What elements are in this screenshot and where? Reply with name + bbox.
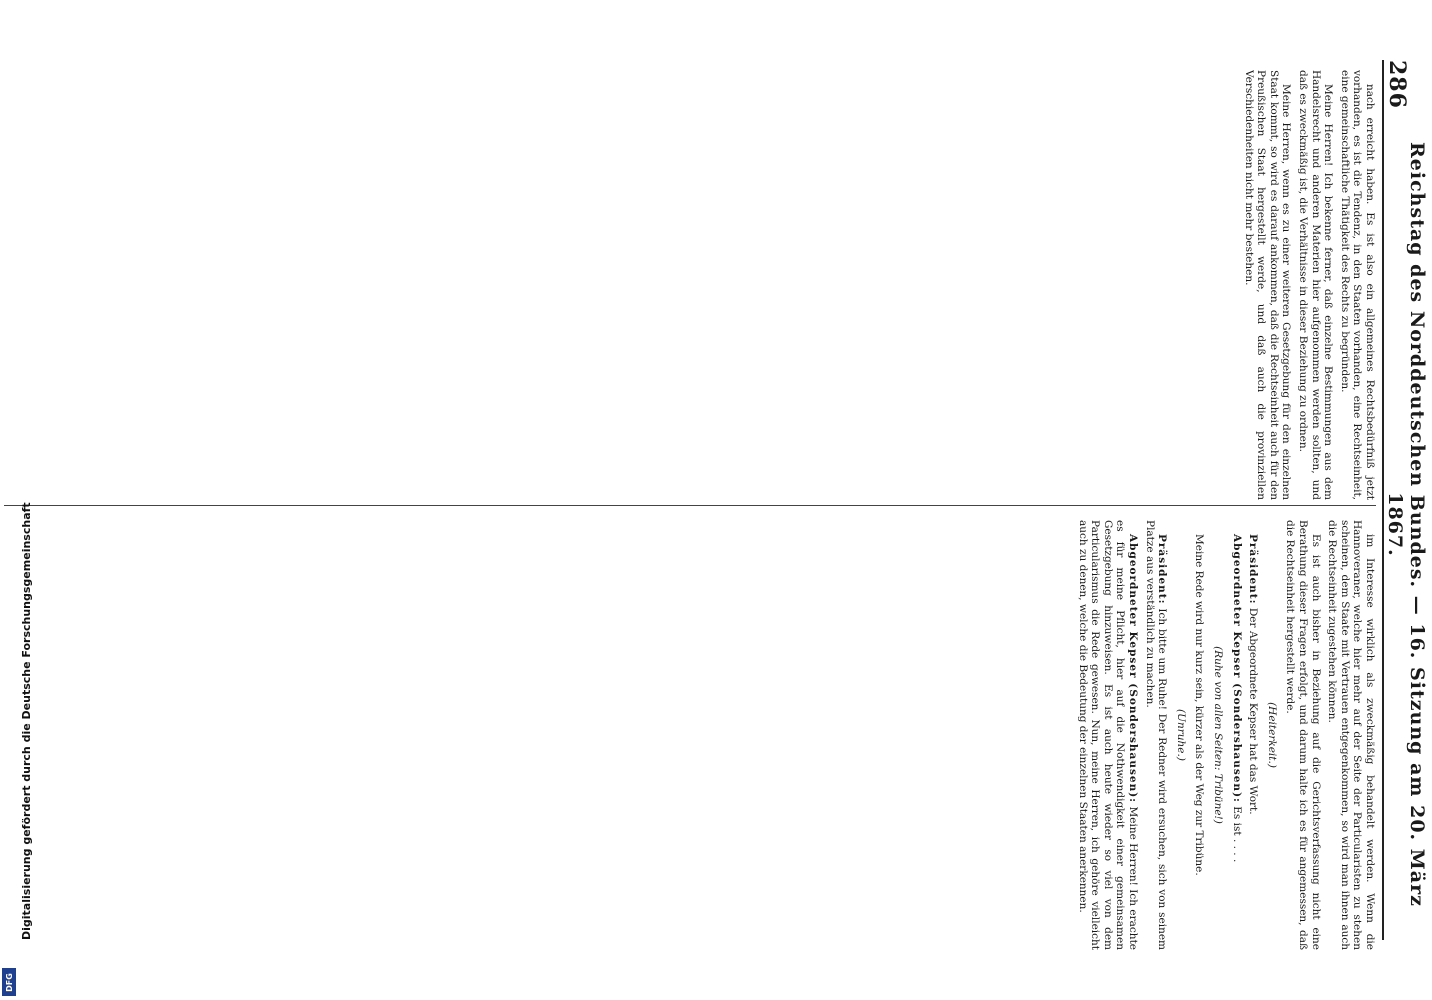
left-paragraph: nach erreicht haben. Es ist also ein allgemeines Rechtsbedürfniß jetzt vorhanden, es ist die Tendenz, in den Staaten vorhanden, eine Rechtseinheit, eine gemeinschaftliche Thätigkeit des Rechts zu begründen. bbox=[1338, 70, 1376, 500]
page-header bbox=[1382, 60, 1428, 940]
left-paragraph: Meine Herren, wenn es zu einer weiteren Gesetzgebung für den einzelnen Staat kommt, so wird es darauf ankommen, daß die Rechtseinheit auch für den Preußischen Staat hergestellt werde, und daß auch die provinziellen Verschiedenheiten nicht mehr bestehen. bbox=[1242, 70, 1293, 500]
speaker-name: Abgeordneter Kepser (Sondershausen): bbox=[1230, 534, 1243, 803]
stage-direction: (Unruhe.) bbox=[1174, 709, 1187, 761]
left-column bbox=[4, 70, 1376, 500]
statement-text: Meine Herren! Ich erachte es für meine Pflicht, hier auf die Nothwendigkeit einer gemeinsamen Gesetzgebung hinzuweisen. Es ist auch heute wieder so viel von dem Particularismus die Rede gewesen. Nun, meine Herren, ich gehöre vielleicht auch zu denen, welche die Bedeutung der einzelnen Staaten anerkennen. bbox=[1076, 520, 1140, 950]
speaker-name: Präsident: bbox=[1156, 534, 1169, 605]
right-paragraph: Es ist auch bisher in Beziehung auf die Gerichtsverfassung nicht eine Berathung dieser Fragen erfolgt, und darum halte ich es für angemessen, daß die Rechtseinheit hergestellt werde. bbox=[1284, 520, 1322, 950]
member-statement bbox=[1076, 520, 1139, 950]
column-divider bbox=[4, 505, 1376, 506]
speaker-name: Präsident: bbox=[1247, 534, 1260, 605]
stage-direction: (Heiterkeit.) bbox=[1265, 702, 1278, 768]
left-paragraph: Meine Herren! Ich bekenne ferner, daß einzelne Bestimmungen aus dem Handelsrecht und anderen Materien hier aufgenommen werden sollten, und daß es zweckmäßig ist, die Verhältnisse in dieser Beziehung zu ordnen. bbox=[1297, 70, 1335, 500]
statement-text: Es ist . . . . bbox=[1230, 806, 1243, 863]
member-continuation: Meine Rede wird nur kurz sein, kürzer als der Weg zur Tribüne. bbox=[1193, 534, 1206, 876]
president-statement bbox=[1143, 520, 1168, 950]
president-statement bbox=[1247, 520, 1260, 950]
right-column bbox=[4, 520, 1376, 950]
page-number: 286 bbox=[1384, 60, 1410, 109]
dfg-logo-text: DFG bbox=[4, 972, 14, 992]
digitization-credit: Digitalisierung gefördert durch die Deutsche Forschungsgemeinschaft bbox=[20, 502, 33, 940]
stage-direction: (Ruhe von allen Seiten: Tribüne!) bbox=[1212, 646, 1225, 824]
member-statement bbox=[1230, 520, 1243, 950]
statement-text: Der Abgeordnete Kepser hat das Wort. bbox=[1247, 607, 1260, 815]
dfg-logo bbox=[2, 968, 16, 996]
speaker-name: Abgeordneter Kepser (Sondershausen): bbox=[1127, 534, 1140, 804]
running-title: Reichstag des Norddeutschen Bundes. — 16. Sitzung am 20. März 1867. bbox=[1384, 142, 1428, 907]
right-paragraph: im Interesse wirklich als zweckmäßig behandelt werden. Wenn die Hannoveraner, welche hier mehr auf der Seite der Particularisten zu stehen scheinen, dem Staate mit Vertrauen entgegenkommen, so wird man ihnen auch die Rechtseinheit zugestehen können. bbox=[1326, 520, 1376, 950]
statement-text: Ich bitte um Ruhe! Der Redner wird ersuchen, sich von seinem Platze aus verständlich zu machen. bbox=[1143, 520, 1169, 950]
